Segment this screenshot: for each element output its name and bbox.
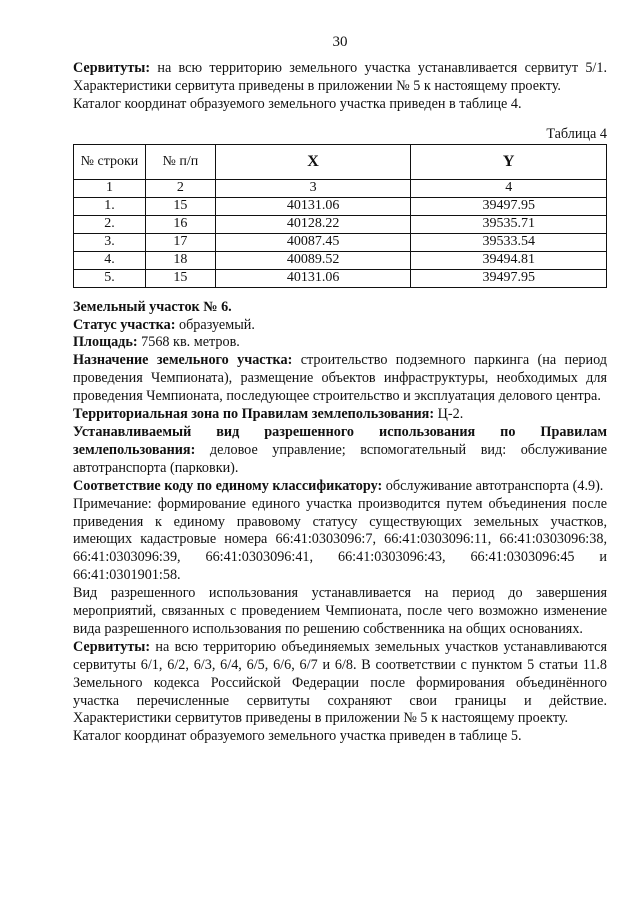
table-cell: 39535.71 (411, 215, 607, 233)
table-cell: 2 (145, 179, 215, 197)
header-x: X (215, 144, 411, 179)
table-cell: 3. (74, 233, 146, 251)
table-row (74, 197, 607, 215)
table-cell: 39497.95 (411, 197, 607, 215)
table-cell: 15 (145, 269, 215, 287)
table-cell: 40131.06 (215, 269, 411, 287)
table-cell: 40128.22 (215, 215, 411, 233)
plot-servitudes: Сервитуты: на всю территорию объединяемых земельных участков устанавливаются сервитуты 6/1, 6/2, 6/3, 6/4, 6/5, 6/6, 6/7 и 6/8. В соответствии с пунктом 5 статьи 11.8 Земельного кодекса Российской Федерации после формирования объединённого участка перечисленные сервитуты сохраняют свои границы и действие. Характеристики сервитутов приведены в приложении № 5 к настоящему проекту. (73, 638, 607, 727)
table-cell: 40087.45 (215, 233, 411, 251)
table-header-row (74, 144, 607, 179)
plot-purpose: Назначение земельного участка: строительство подземного паркинга (на период проведения Чемпионата), размещение объектов инфраструктуры, необходимых для проведения Чемпионата, последующее строительство и эксплуатация делового центра. (73, 352, 607, 405)
header-row-number: № строки (74, 144, 146, 179)
page-number: 30 (332, 34, 348, 50)
table-numbering-row (74, 179, 607, 197)
table-cell: 4. (74, 251, 146, 269)
table-cell: 40089.52 (215, 251, 411, 269)
catalog-paragraph: Каталог координат образуемого земельного участка приведен в таблице 4. (73, 95, 522, 112)
plot-note: Примечание: формирование единого участка производится путем объединения после приведения к единому правовому статусу существующих земельных участков, имеющих кадастровые номера 66:41:0303096:7, 66:41:0303096:11, 66:41:0303096:38, 66:41:0303096:39, 66:41:0303096:41, 66:41:0303096:43, 66:41:0303096:45 и 66:41:0301901:58. (73, 495, 607, 584)
table-cell: 1. (74, 197, 146, 215)
table-cell: 2. (74, 215, 146, 233)
table-cell: 1 (74, 179, 146, 197)
header-point-number: № п/п (145, 144, 215, 179)
plot-zone: Территориальная зона по Правилам землепользования: Ц-2. (73, 406, 464, 423)
servitude-label: Сервитуты: (73, 60, 151, 76)
table-cell: 3 (215, 179, 411, 197)
table-row (74, 233, 607, 251)
table-row (74, 251, 607, 269)
table-cell: 40131.06 (215, 197, 411, 215)
table-cell: 18 (145, 251, 215, 269)
servitude-paragraph (73, 60, 607, 96)
plot-catalog: Каталог координат образуемого земельного участка приведен в таблице 5. (73, 728, 522, 745)
table-cell: 39497.95 (411, 269, 607, 287)
table-cell: 4 (411, 179, 607, 197)
plot-title: Земельный участок № 6. (73, 298, 232, 315)
document-body (73, 60, 607, 746)
table-cell: 15 (145, 197, 215, 215)
header-y: Y (411, 144, 607, 179)
table-row (74, 215, 607, 233)
plot-use-change: Вид разрешенного использования устанавливается на период до завершения мероприятий, связанных с проведением Чемпионата, после чего возможно изменение вида разрешенного использования по решению собственника на общих основаниях. (73, 585, 607, 637)
plot-status: Статус участка: образуемый. (73, 316, 255, 333)
plot-classifier: Соответствие коду по единому классификатору: обслуживание автотранспорта (4.9). (73, 477, 604, 494)
table-cell: 16 (145, 215, 215, 233)
coordinates-table (73, 144, 607, 288)
servitude-text: на всю территорию земельного участка устанавливается сервитут 5/1. Характеристики сервитута приведены в приложении № 5 к настоящему проекту. (73, 60, 607, 94)
table-cell: 17 (145, 233, 215, 251)
plot-permitted-use: Устанавливаемый вид разрешенного использования по Правилам землепользования: деловое управление; вспомогательный вид: обслуживание автотранспорта (парковки). (73, 423, 607, 476)
table-row (74, 269, 607, 287)
table-cell: 39494.81 (411, 251, 607, 269)
table-cell: 39533.54 (411, 233, 607, 251)
table-caption: Таблица 4 (546, 125, 607, 142)
table-cell: 5. (74, 269, 146, 287)
plot-area: Площадь: 7568 кв. метров. (73, 334, 240, 351)
